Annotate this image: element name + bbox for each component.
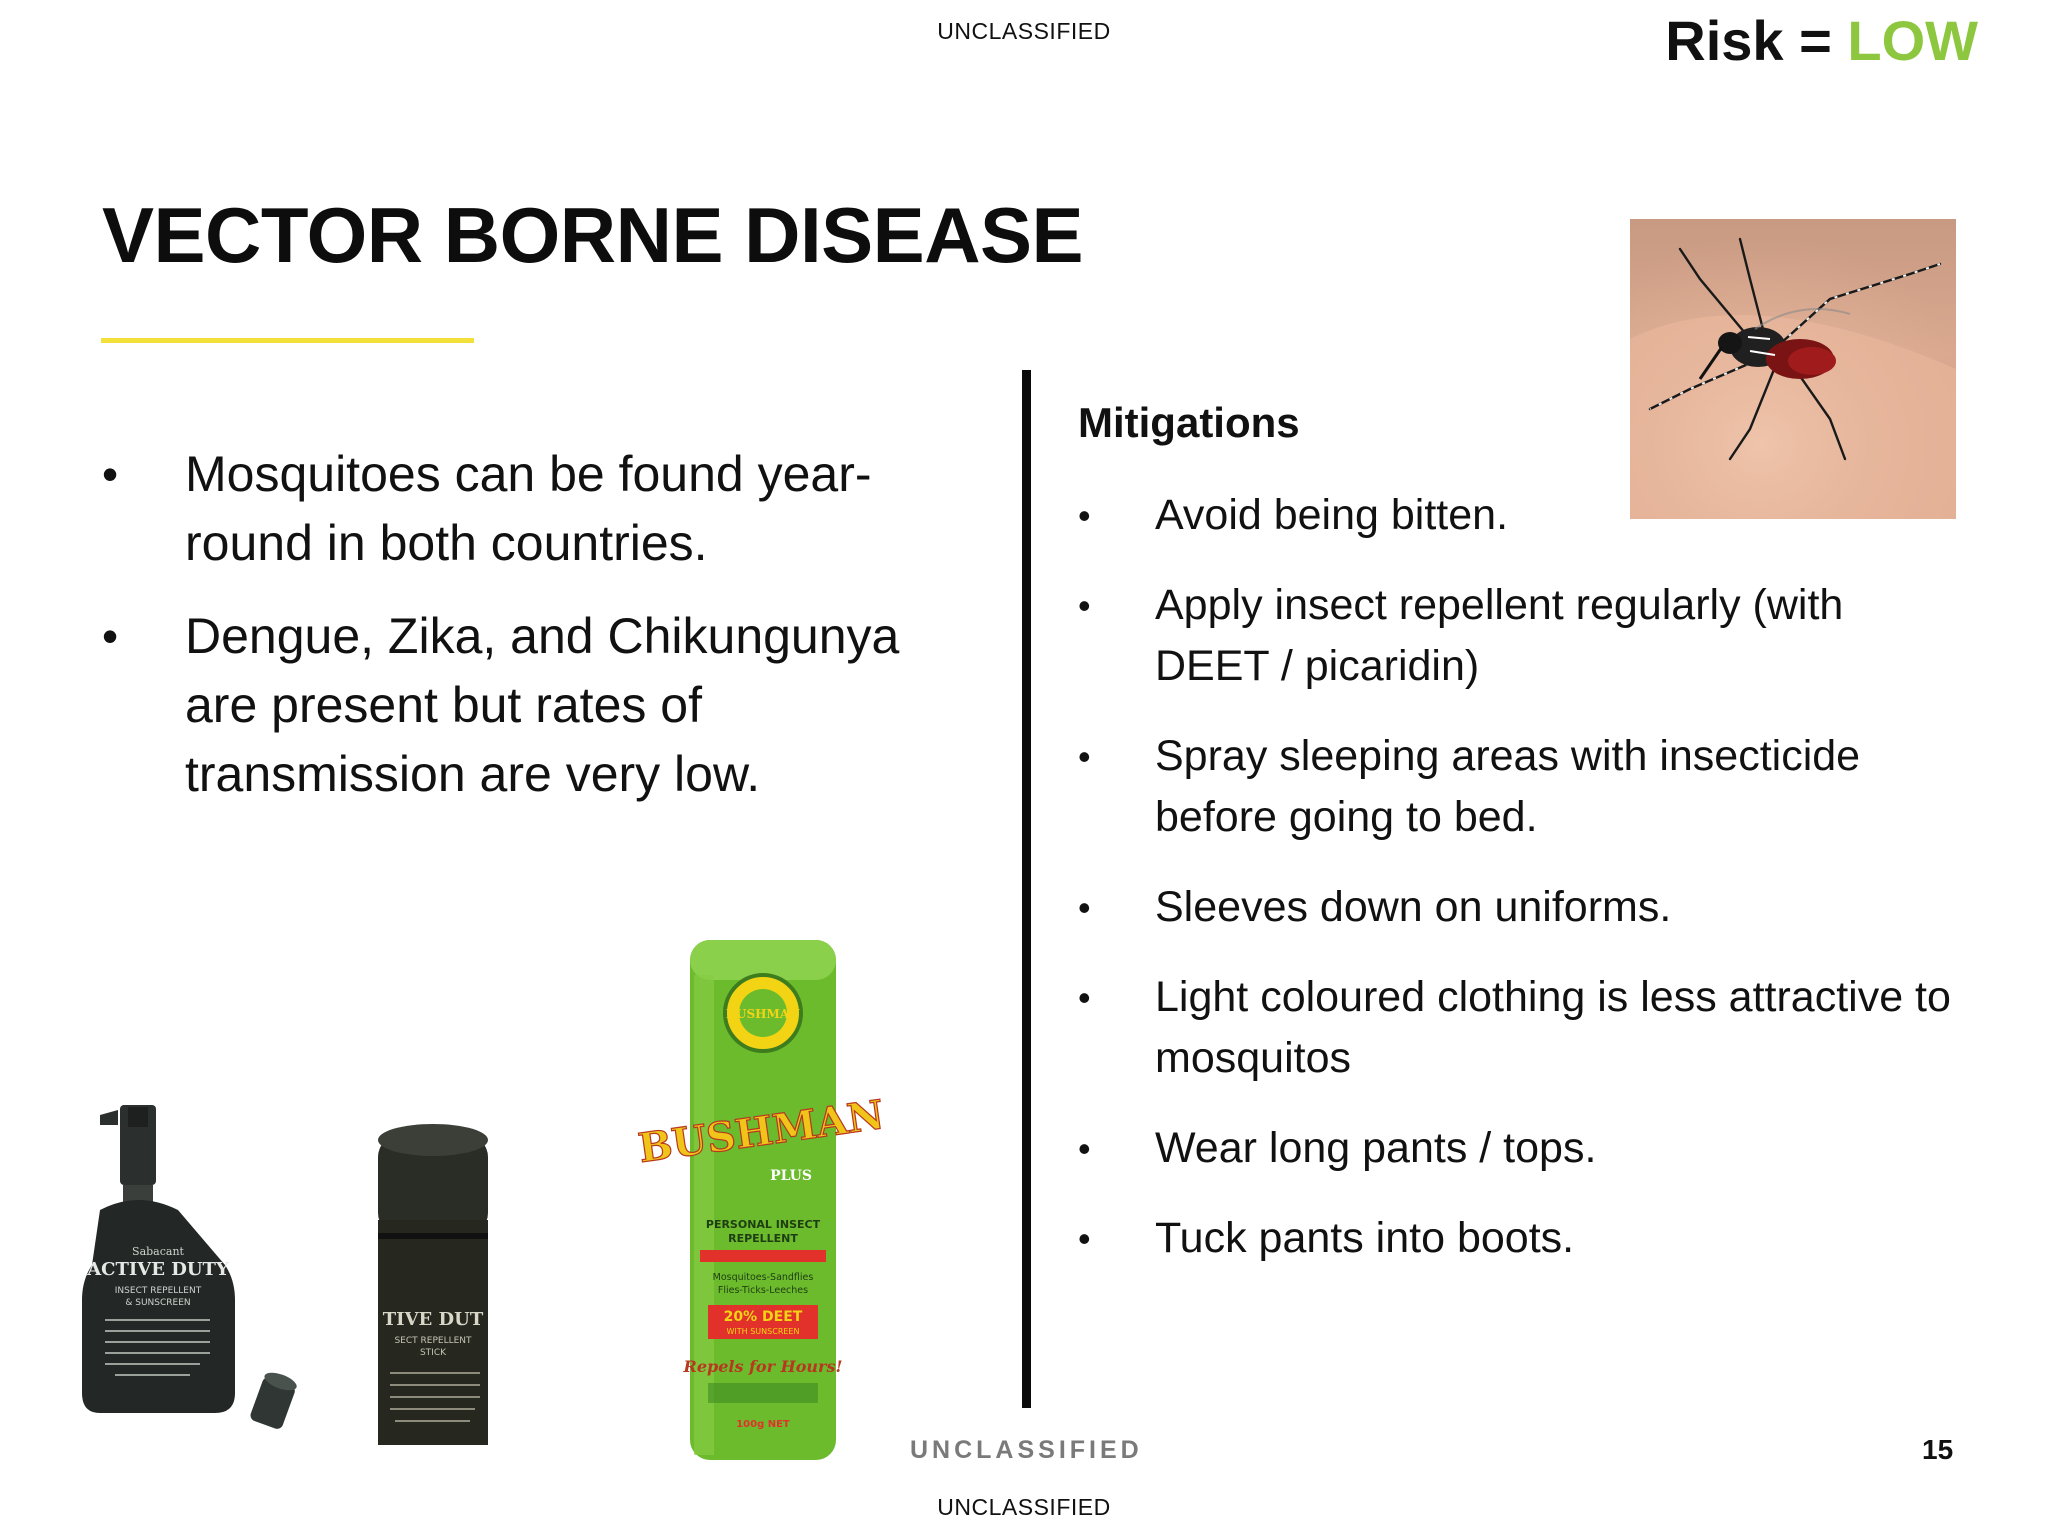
can-tagline: Repels for Hours! (683, 1357, 843, 1376)
mitigation-item (1078, 575, 2038, 697)
page-number: 15 (1922, 1434, 1954, 1465)
mitigations-heading: Mitigations (1078, 399, 1300, 446)
repellent-products (60, 935, 887, 1465)
mitigation-item (1078, 967, 2038, 1089)
can-targets1: Mosquitoes-Sandflies (712, 1272, 814, 1283)
title-underline (101, 338, 474, 343)
can-net: 100g NET (736, 1419, 790, 1430)
left-bullet-list (102, 440, 922, 833)
repellent-stick-icon (378, 1124, 488, 1445)
page-title: VECTOR BORNE DISEASE (102, 191, 1084, 279)
spray-brand: Sabacant (132, 1245, 184, 1258)
mitigation-text: Spray sleeping areas with insecticide (1155, 732, 1861, 780)
mitigation-text: Avoid being bitten. (1155, 491, 1509, 539)
mitigation-text: mosquitos (1155, 1034, 1351, 1082)
mitigation-item (1078, 1208, 2038, 1269)
risk-rating (1665, 8, 1978, 73)
stick-name: TIVE DUT (382, 1309, 484, 1330)
footer-classification-mark: UNCLASSIFIED (910, 1436, 1143, 1464)
mitigation-text: Apply insect repellent regularly (with (1155, 581, 1844, 629)
stick-line1: SECT REPELLENT (394, 1336, 472, 1346)
stick-line2: STICK (419, 1348, 447, 1358)
vertical-divider (1022, 370, 1031, 1408)
can-deet: 20% DEET (723, 1309, 803, 1325)
bushman-can-icon (635, 940, 886, 1460)
classification-banner-bottom: UNCLASSIFIED (937, 1494, 1111, 1520)
spray-bottle-icon (82, 1105, 299, 1431)
mitigation-text: Wear long pants / tops. (1155, 1124, 1597, 1172)
spray-name: ACTIVE DUTY (87, 1259, 229, 1280)
spray-line2: & SUNSCREEN (125, 1298, 191, 1308)
can-plus: PLUS (770, 1168, 812, 1184)
can-sunscreen: WITH SUNSCREEN (726, 1327, 800, 1336)
mitigation-text: before going to bed. (1155, 793, 1538, 841)
can-brand: BUSHMAN (635, 1091, 887, 1173)
mitigation-text: Tuck pants into boots. (1155, 1214, 1575, 1262)
can-desc1: PERSONAL INSECT (705, 1218, 821, 1231)
risk-label: Risk = (1665, 9, 1848, 72)
can-badge-brand: BUSHMAN (725, 1007, 801, 1021)
can-desc2: REPELLENT (728, 1232, 798, 1245)
mitigation-item (1078, 877, 2038, 938)
spray-line1: INSECT REPELLENT (114, 1286, 202, 1296)
mitigation-item (1078, 726, 2038, 848)
mitigation-text: Sleeves down on uniforms. (1155, 883, 1672, 931)
mitigation-item (1078, 1118, 2038, 1179)
risk-level: LOW (1847, 9, 1978, 72)
classification-banner-top: UNCLASSIFIED (937, 18, 1111, 44)
left-bullet-item: • Mosquitoes can be found year-round in both countries. (102, 440, 922, 578)
mitigations-list (1078, 485, 2038, 1298)
mitigation-text: Light coloured clothing is less attractive to (1155, 973, 1951, 1021)
left-bullet-item: • Dengue, Zika, and Chikungunya are present but rates of transmission are very low. (102, 602, 922, 809)
can-targets2: Flies-Ticks-Leeches (717, 1285, 809, 1296)
mitigation-text: DEET / picaridin) (1155, 642, 1480, 690)
mosquito-photo (1630, 219, 1956, 519)
